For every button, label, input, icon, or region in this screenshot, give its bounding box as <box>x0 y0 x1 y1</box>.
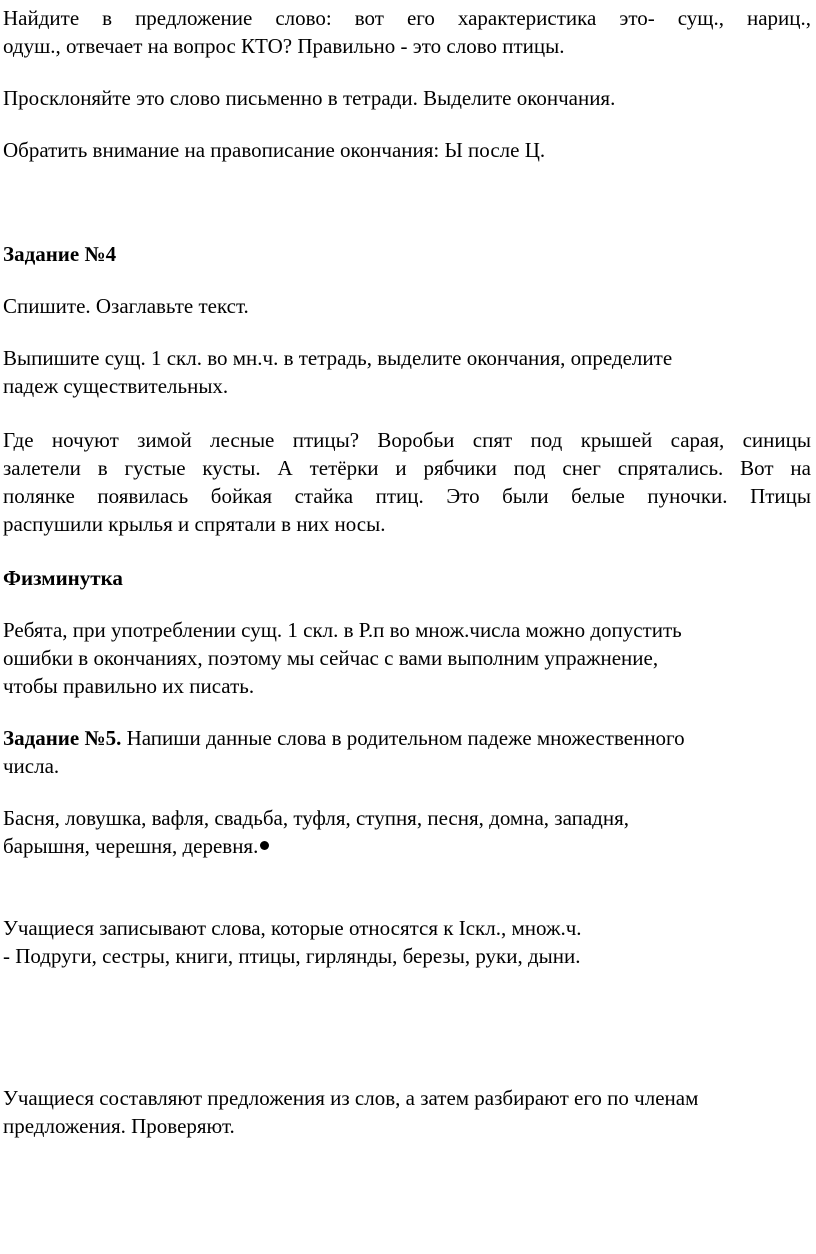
task-5-label: Задание №5. <box>3 726 122 750</box>
fizminutka-line-2: ошибки в окончаниях, поэтому мы сейчас с вами выполним упражнение, <box>3 646 659 670</box>
birds-text-line-3: полянке появилась бойкая стайка птиц. Это были белые пуночки. Птицы <box>3 484 811 508</box>
intro-line-2: одуш., отвечает на вопрос КТО? Правильно - это слово птицы. <box>3 34 565 58</box>
fizminutka-heading: Физминутка <box>3 566 123 590</box>
writeout-instruction <box>3 344 811 400</box>
birds-text-line-4: распушили крылья и спрятали в них носы. <box>3 512 386 536</box>
intro-line-1: Найдите в предложение слово: вот его характеристика это- сущ., нариц., <box>3 6 811 30</box>
fizminutka-paragraph <box>3 616 811 700</box>
students-compose-paragraph <box>3 1084 811 1140</box>
intro-paragraph <box>3 4 811 60</box>
birds-text <box>3 426 811 538</box>
word-list <box>3 804 811 860</box>
copy-instruction: Спишите. Озаглавьте текст. <box>3 294 249 318</box>
task-5-instruction: Напиши данные слова в родительном падеже множественного <box>121 726 685 750</box>
task-5-paragraph <box>3 724 811 780</box>
students-write-line-1: Учащиеся записывают слова, которые относятся к Iскл., множ.ч. <box>3 916 582 940</box>
decline-instruction: Просклоняйте это слово письменно в тетради. Выделите окончания. <box>3 86 616 110</box>
fizminutka-line-3: чтобы правильно их писать. <box>3 674 255 698</box>
task-5-line-1 <box>3 724 811 752</box>
students-compose-line-1: Учащиеся составляют предложения из слов, а затем разбирают его по членам <box>3 1086 699 1110</box>
students-write-line-2: - Подруги, сестры, книги, птицы, гирлянды, березы, руки, дыни. <box>3 944 581 968</box>
students-write-paragraph <box>3 914 811 970</box>
bullet-dot-icon <box>260 841 269 850</box>
birds-text-line-1: Где ночуют зимой лесные птицы? Воробьи спят под крышей сарая, синицы <box>3 428 811 452</box>
word-list-line-2 <box>3 832 811 860</box>
spelling-note: Обратить внимание на правописание окончания: Ы после Ц. <box>3 138 546 162</box>
task-4-heading: Задание №4 <box>3 242 117 266</box>
birds-text-line-2: залетели в густые кусты. А тетёрки и рябчики под снег спрятались. Вот на <box>3 456 811 480</box>
writeout-line-1: Выпишите сущ. 1 скл. во мн.ч. в тетрадь, выделите окончания, определите <box>3 346 673 370</box>
word-list-line-2-text: барышня, черешня, деревня. <box>3 834 259 858</box>
fizminutka-line-1: Ребята, при употреблении сущ. 1 скл. в Р.п во множ.числа можно допустить <box>3 618 682 642</box>
students-compose-line-2: предложения. Проверяют. <box>3 1114 235 1138</box>
task-5-line-2: числа. <box>3 754 60 778</box>
word-list-line-1: Басня, ловушка, вафля, свадьба, туфля, ступня, песня, домна, западня, <box>3 806 630 830</box>
writeout-line-2: падеж существительных. <box>3 374 229 398</box>
